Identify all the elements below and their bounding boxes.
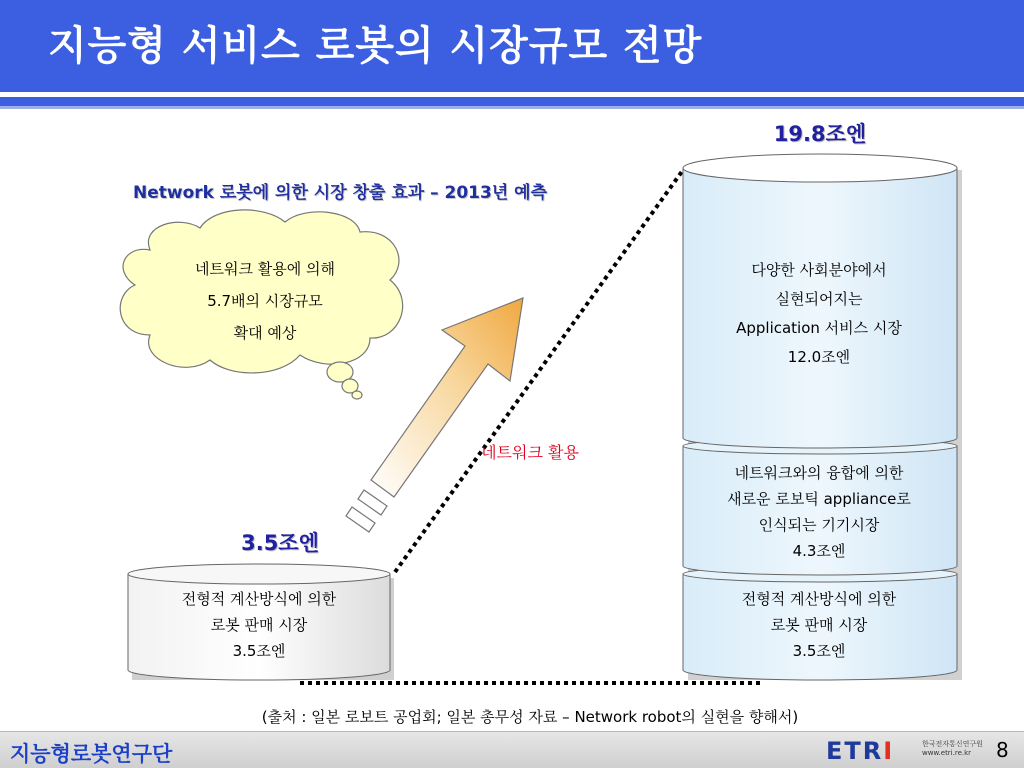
cylinder-line: 다양한 사회분야에서 [751,261,887,279]
source-citation: (출처 : 일본 로보트 공업회; 일본 총무성 자료 – Network robot의 실현을 향해서) [261,708,799,726]
cylinder-line: 실현되어지는 [775,290,863,308]
slide-title: 지능형 서비스 로봇의 시장규모 전망 [48,23,703,69]
cloud-line: 5.7배의 시장규모 [207,292,323,310]
cylinder-line: 로봇 판매 시장 [770,616,868,634]
footer-org-name: 지능형로봇연구단 [10,741,173,766]
cylinder-line: 로봇 판매 시장 [210,616,308,634]
etri-logo [826,737,994,763]
cylinder-line: 3.5조엔 [232,642,286,660]
page-number: 8 [996,738,1009,762]
cylinder-line: 12.0조엔 [787,348,851,366]
cloud-callout-text [165,253,365,349]
network-usage-label: 네트워크 활용 [481,443,579,462]
etri-logo-wordmark [826,737,894,765]
left-total-value: 3.5조엔 [241,531,319,555]
left-cylinder-text [132,586,386,664]
cylinder-line: 전형적 계산방식에 의한 [181,590,337,608]
cylinder-line: 네트워크와의 융합에 의한 [734,464,904,482]
etri-logo-letters: ETR [826,737,884,765]
cylinder-line: 새로운 로보틱 appliance로 [727,490,911,508]
market-effect-subtitle: Network 로봇에 의한 시장 창출 효과 – 2013년 예측 [132,183,548,203]
cylinder-line: 전형적 계산방식에 의한 [741,590,897,608]
right-robot-sales-text [684,586,954,664]
cylinder-line: 4.3조엔 [792,542,846,560]
cloud-line: 네트워크 활용에 의해 [195,260,335,278]
right-total-value: 19.8조엔 [773,122,867,146]
robotic-appliance-text [684,460,954,564]
cylinder-line: 3.5조엔 [792,642,846,660]
cylinder-line: Application 서비스 시장 [736,319,902,337]
application-service-text [684,256,954,372]
cylinder-line: 인식되는 기기시장 [758,516,880,534]
etri-logo-caption [922,740,983,758]
etri-logo-accent-letter: I [883,737,895,765]
dotted-connector-top [395,170,683,572]
etri-logo-org-kr: 한국전자통신연구원 [922,740,983,748]
cloud-line: 확대 예상 [233,324,297,342]
etri-logo-url: www.etri.re.kr [922,749,972,757]
